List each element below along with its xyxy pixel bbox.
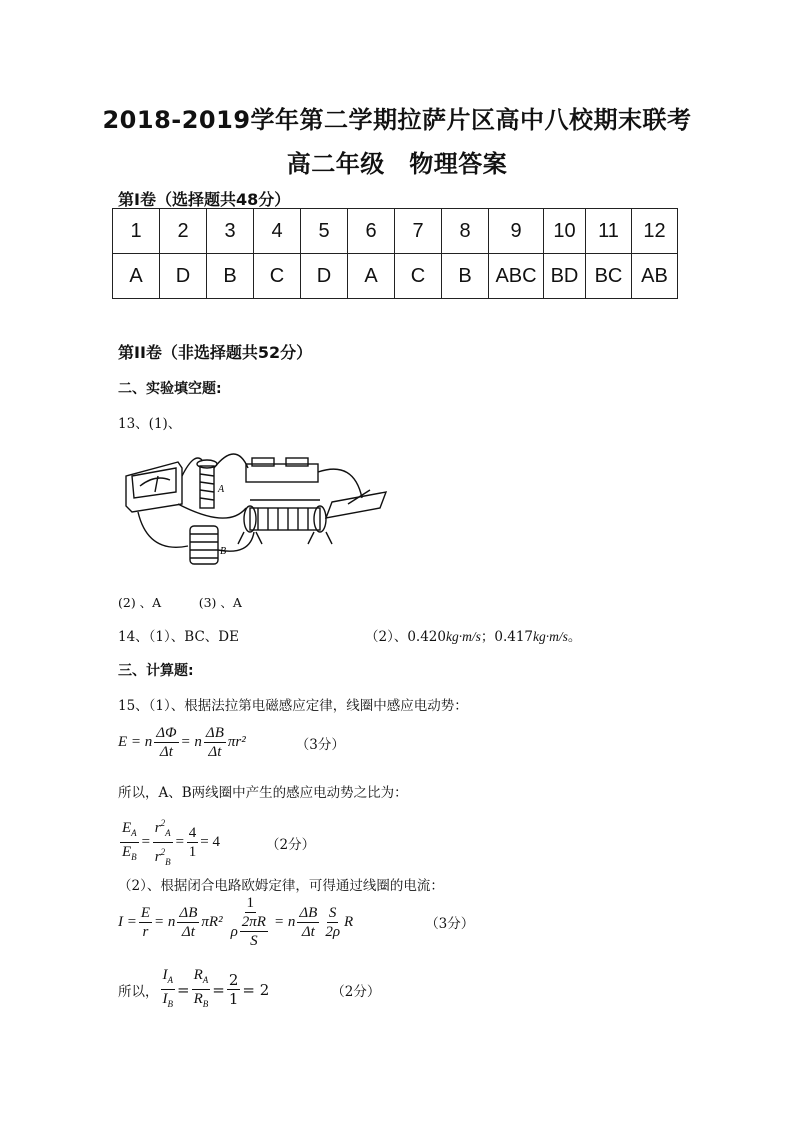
current-ratio-formula: 所以， $\frac{I_A}{I_B}$ = $\frac{R_A}{R_B}$ = $\frac{2}{1}$ = 2 （2分） xyxy=(118,966,380,1013)
coil-b-label: B xyxy=(220,546,227,557)
denominator: $R_B$ xyxy=(193,991,209,1009)
formula-text: E xyxy=(122,844,132,860)
formula-text: = n xyxy=(154,913,176,930)
circuit-diagram xyxy=(118,446,393,576)
formula-text: 所以， xyxy=(118,983,159,1000)
answer-cell: D xyxy=(160,254,207,299)
numerator: $E_A$ xyxy=(120,819,139,843)
denominator: 1 xyxy=(228,990,239,1008)
numerator: $R_A$ xyxy=(192,966,211,990)
q14-part2-value1: （2）、0.420 xyxy=(365,629,446,645)
answer-letter-row xyxy=(113,254,678,299)
answer-number-row xyxy=(113,209,678,254)
question-number: 2 xyxy=(160,209,207,254)
fraction xyxy=(139,904,152,941)
formula-text: I xyxy=(162,991,168,1007)
formula-text: I xyxy=(162,967,168,983)
numerator: 1 xyxy=(246,895,255,911)
numerator: ΔB xyxy=(205,725,224,741)
current-formula xyxy=(118,894,474,950)
question-number: 3 xyxy=(207,209,254,254)
numerator: 2 xyxy=(228,971,239,989)
formula-text: I = xyxy=(118,913,137,930)
formula-text: R xyxy=(344,913,354,930)
answer-table xyxy=(112,208,678,299)
emf-ratio-formula: $\frac{E_A}{E_B}$ = $\frac{r^2_A}{r^2_B}$ = $\frac{4}{1}$ = 4 （2分） xyxy=(118,814,315,871)
numerator: ΔB xyxy=(299,904,318,921)
question-number: 7 xyxy=(395,209,442,254)
formula-text: E = n xyxy=(118,734,153,750)
question-number: 12 xyxy=(632,209,678,254)
numerator: ΔB xyxy=(179,904,198,921)
formula-text: r xyxy=(154,820,161,836)
q14-end: 。 xyxy=(567,629,582,645)
answer-cell: B xyxy=(442,254,489,299)
fraction xyxy=(177,904,199,941)
numerator: $r^2_A$ xyxy=(153,814,173,843)
answer-cell: A xyxy=(348,254,395,299)
section-calc-heading: 三、计算题: xyxy=(118,663,194,679)
numerator: E xyxy=(140,904,151,921)
fraction xyxy=(240,913,268,950)
denominator: $E_B$ xyxy=(122,844,137,862)
fraction xyxy=(229,894,272,950)
answer-cell: D xyxy=(301,254,348,299)
denominator: r xyxy=(142,923,149,940)
numerator: ΔΦ xyxy=(156,725,177,741)
numerator: $I_A$ xyxy=(161,966,176,990)
question-number: 10 xyxy=(544,209,586,254)
answer-cell: A xyxy=(113,254,160,299)
denominator: Δt xyxy=(181,923,195,940)
denominator: Δt xyxy=(159,744,173,760)
denominator: Δt xyxy=(301,923,315,940)
answer-cell: BD xyxy=(544,254,586,299)
battery-pack xyxy=(246,464,318,482)
formula-text: πR² xyxy=(201,913,223,930)
answer-cell: B xyxy=(207,254,254,299)
fraction xyxy=(154,724,178,761)
answer-cell: C xyxy=(254,254,301,299)
rheostat xyxy=(250,508,320,530)
q14-part2-value2: ；0.417 xyxy=(480,629,534,645)
answer-cell: AB xyxy=(632,254,678,299)
answer-cell: C xyxy=(395,254,442,299)
formula-text: E xyxy=(122,820,132,836)
denominator: 2ρ xyxy=(325,923,341,940)
page-subtitle: 高二年级 物理答案 xyxy=(286,150,508,178)
part2-heading: 第II卷（非选择题共52分） xyxy=(118,343,313,362)
denominator: $r^2_B$ xyxy=(154,847,171,867)
denominator: $I_B$ xyxy=(162,991,173,1009)
question-number: 4 xyxy=(254,209,301,254)
denominator: 1 xyxy=(188,844,197,860)
part1-heading: 第Ⅰ卷（选择题共48分） xyxy=(118,190,291,209)
question-number: 5 xyxy=(301,209,348,254)
score-label: （3分） xyxy=(425,916,475,932)
fraction xyxy=(204,724,226,761)
denominator: Δt xyxy=(208,744,222,760)
q14-part1: 14、（1）、BC、DE xyxy=(118,629,239,645)
answer-cell: ABC xyxy=(489,254,544,299)
momentum-unit: kg·m/s xyxy=(446,629,481,644)
galvanometer xyxy=(126,462,182,512)
coil-a-label: A xyxy=(218,484,225,495)
formula-text: R xyxy=(193,991,203,1007)
denominator: S xyxy=(250,933,258,949)
coil-a xyxy=(200,466,214,508)
q15-intro: 15、（1）、根据法拉第电磁感应定律，线圈中感应电动势： xyxy=(118,698,468,714)
score-label: （3分） xyxy=(295,736,345,753)
formula-text: R xyxy=(193,967,203,983)
question-number: 9 xyxy=(489,209,544,254)
q14-part2 xyxy=(365,625,581,645)
fraction xyxy=(120,819,139,866)
formula-text: = n xyxy=(180,734,202,750)
question-number: 11 xyxy=(586,209,632,254)
formula-text: = n xyxy=(273,913,296,930)
fraction xyxy=(323,904,342,941)
section-experiment-heading: 二、实验填空题: xyxy=(118,381,222,397)
switch xyxy=(326,492,386,518)
formula-text: = 2 xyxy=(242,980,270,999)
fraction xyxy=(192,966,211,1013)
ratio-intro: 所以，A、B两线圈中产生的感应电动势之比为： xyxy=(118,785,408,801)
formula-text: r xyxy=(154,849,161,865)
page-title: 2018-2019学年第二学期拉萨片区高中八校期末联考 xyxy=(102,106,692,134)
fraction xyxy=(161,966,176,1013)
momentum-unit: kg·m/s xyxy=(533,629,568,644)
fraction xyxy=(153,814,173,871)
answer-cell: BC xyxy=(586,254,632,299)
formula-text: πr² xyxy=(227,734,246,750)
numerator: 4 xyxy=(188,825,197,841)
numerator: 2πR xyxy=(241,914,266,930)
numerator: S xyxy=(328,904,337,921)
emf-formula xyxy=(118,724,345,761)
denominator xyxy=(229,913,272,950)
score-label: （2分） xyxy=(265,836,316,853)
question-number: 6 xyxy=(348,209,395,254)
fraction xyxy=(227,971,241,1008)
score-label: （2分） xyxy=(331,983,381,1000)
formula-text: = 4 xyxy=(200,834,220,850)
fraction xyxy=(297,904,319,941)
fraction xyxy=(187,824,199,861)
question-number: 1 xyxy=(113,209,160,254)
q13-answers: (2) 、A (3) 、A xyxy=(118,595,242,610)
question-number: 8 xyxy=(442,209,489,254)
q15-part2: （2）、根据闭合电路欧姆定律，可得通过线圈的电流： xyxy=(118,878,444,894)
q13-label: 13、(1)、 xyxy=(118,416,182,432)
formula-text: ρ xyxy=(230,923,238,940)
